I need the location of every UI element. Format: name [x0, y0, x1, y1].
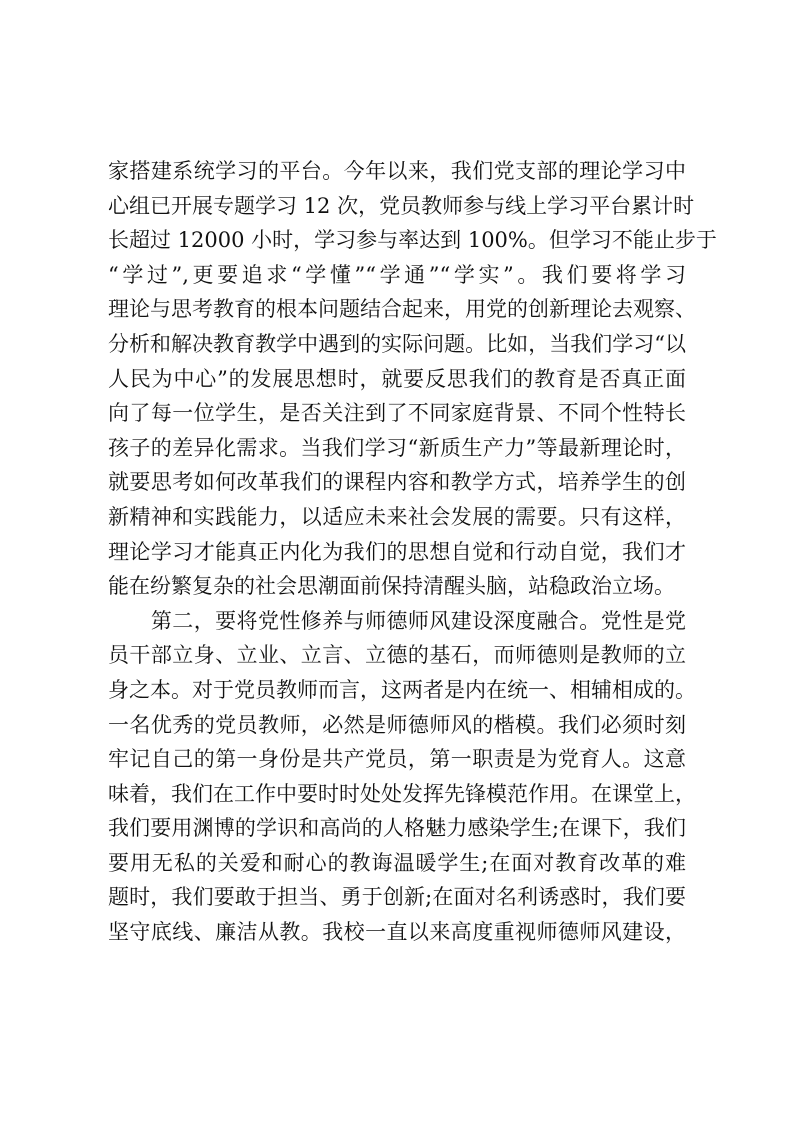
text-line: 坚守底线、廉洁从教。我校一直以来高度重视师德师风建设， — [108, 920, 686, 945]
text-line: 家搭建系统学习的平台。今年以来，我们党支部的理论学习中 — [108, 159, 686, 183]
text-line: 我们要用渊博的学识和高尚的人格魅力感染学生;在课下，我们 — [108, 816, 686, 841]
paragraph-1 — [108, 154, 717, 604]
text-line: 身之本。对于党员教师而言，这两者是内在统一、相辅相成的。 — [108, 677, 696, 702]
paragraph-2 — [108, 604, 696, 950]
text-line: 分析和解决教育教学中遇到的实际问题。比如，当我们学习“以 — [108, 331, 686, 356]
text-line: 新精神和实践能力，以适应未来社会发展的需要。只有这样， — [108, 504, 686, 529]
text-line: 第二，要将党性修养与师德师风建设深度融合。党性是党 — [108, 608, 686, 633]
text-line: 能在纷繁复杂的社会思潮面前保持清醒头脑，站稳政治立场。 — [108, 574, 675, 599]
text-line: 向了每一位学生，是否关注到了不同家庭背景、不同个性特长 — [108, 401, 686, 426]
text-line: 牢记自己的第一身份是共产党员，第一职责是为党育人。这意 — [108, 747, 686, 772]
text-line: 要用无私的关爱和耐心的教诲温暖学生;在面对教育改革的难 — [108, 850, 686, 875]
text-line: 味着，我们在工作中要时时处处发挥先锋模范作用。在课堂上， — [108, 781, 696, 806]
text-line: 长超过 12000 小时，学习参与率达到 100%。但学习不能止步于 — [108, 228, 717, 253]
text-line: 心组已开展专题学习 12 次，党员教师参与线上学习平台累计时 — [108, 193, 695, 218]
text-line: 题时，我们要敢于担当、勇于创新;在面对名利诱惑时，我们要 — [108, 885, 686, 910]
text-line: “学过”,更要追求“学懂”“学通”“学实”。我们要将学习 — [108, 262, 686, 287]
text-line: 孩子的差异化需求。当我们学习“新质生产力”等最新理论时， — [108, 435, 686, 460]
text-line: 一名优秀的党员教师，必然是师德师风的楷模。我们必须时刻 — [108, 712, 686, 737]
text-line: 理论学习才能真正内化为我们的思想自觉和行动自觉，我们才 — [108, 539, 686, 564]
text-line: 就要思考如何改革我们的课程内容和教学方式，培养学生的创 — [108, 470, 686, 495]
text-line: 理论与思考教育的根本问题结合起来，用党的创新理论去观察、 — [108, 297, 696, 322]
text-line: 员干部立身、立业、立言、立德的基石，而师德则是教师的立 — [108, 643, 686, 668]
document-body — [108, 154, 717, 950]
text-line: 人民为中心”的发展思想时，就要反思我们的教育是否真正面 — [108, 366, 686, 391]
